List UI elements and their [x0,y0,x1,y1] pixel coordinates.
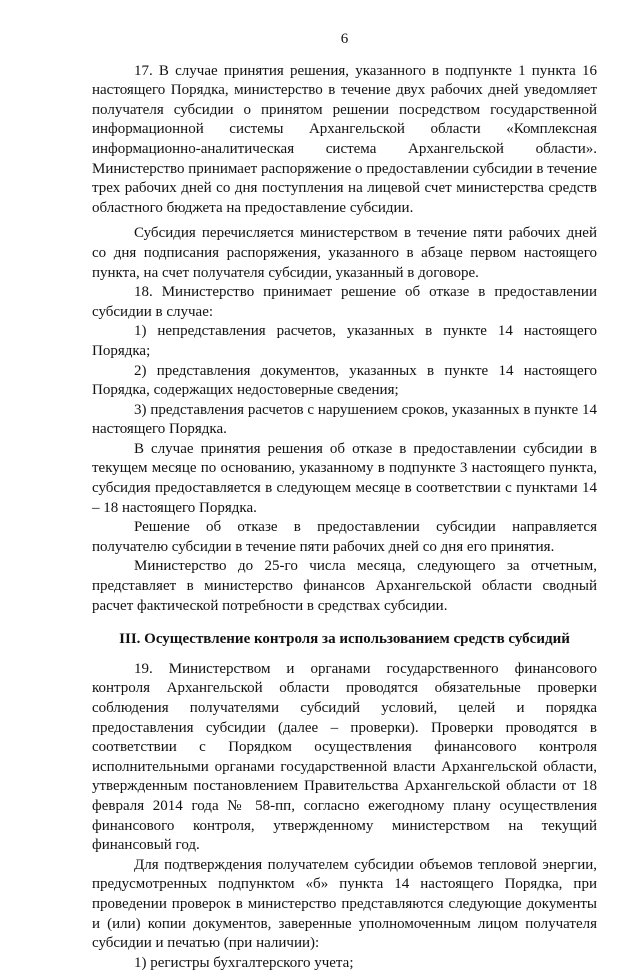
section-heading: III. Осуществление контроля за использованием средств субсидий [119,631,570,648]
paragraph-refusal-case: В случае принятия решения об отказе в предоставлении субсидии в текущем месяце по основанию, указанному в подпункте 3 настоящего пункта, субсидия предоставляется в следующем месяце в соответствии с пунктами 14 – 18 настоящего Порядка. [92,440,597,516]
document-page [92,30,597,973]
paragraph-18: 18. Министерство принимает решение об отказе в предоставлении субсидии в случае: [92,284,597,320]
list-item-18-1: 1) непредставления расчетов, указанных в пункте 14 настоящего Порядка; [92,323,597,359]
list-item-18-2: 2) представления документов, указанных в пункте 14 настоящего Порядка, содержащих недостоверные сведения; [92,362,597,399]
paragraph-19: 19. Министерством и органами государственного финансового контроля Архангельской области проводятся обязательные проверки соблюдения получателями субсидий условий, целей и порядка предоставления субсидии (далее – проверки). Проверки проводятся в соответствии с Порядком осуществления финансового контроля исполнительными органами государственной власти Архангельской области, утвержденным постановлением Правительства Архангельской области от 18 февраля 2014 года № 58-пп, согласно ежегодному плану осуществления финансового контроля, утвержденному министерством на текущий финансовый год. [92,660,597,854]
page-number: 6 [340,31,349,47]
list-item-18-3: 3) представления расчетов с нарушением сроков, указанных в пункте 14 настоящего Порядка. [92,401,597,438]
paragraph-transfer: Субсидия перечисляется министерством в течение пяти рабочих дней со дня подписания распоряжения, указанного в абзаце первом настоящего пункта, на счет получателя субсидии, указанный в договоре. [92,225,597,281]
paragraph-ministry-report: Министерство до 25-го числа месяца, следующего за отчетным, представляет в министерство финансов Архангельской области сводный расчет фактической потребности в средствах субсидии. [92,558,597,614]
paragraph-17: 17. В случае принятия решения, указанного в подпункте 1 пункта 16 настоящего Порядка, министерство в течение двух рабочих дней уведомляет получателя субсидии о принятом решении посредством государственной информационной системы Архангельской области «Комплексная информационно-аналитическая система Архангельской области». Министерство принимает распоряжение о предоставлении субсидии в течение трех рабочих дней со дня поступления на лицевой счет министерства средств областного бюджета на предоставление субсидии. [92,62,597,216]
list-item-19-1: 1) регистры бухгалтерского учета; [134,954,354,971]
paragraph-confirmation: Для подтверждения получателем субсидии объемов тепловой энергии, предусмотренных подпунктом «б» пункта 14 настоящего Порядка, при проведении проверок в министерство представляются следующие документы и (или) копии документов, заверенные уполномоченным лицом получателя субсидии и печатью (при наличии): [92,856,597,952]
paragraph-refusal-notice: Решение об отказе в предоставлении субсидии направляется получателю субсидии в течение пяти рабочих дней со дня его принятия. [92,519,597,555]
